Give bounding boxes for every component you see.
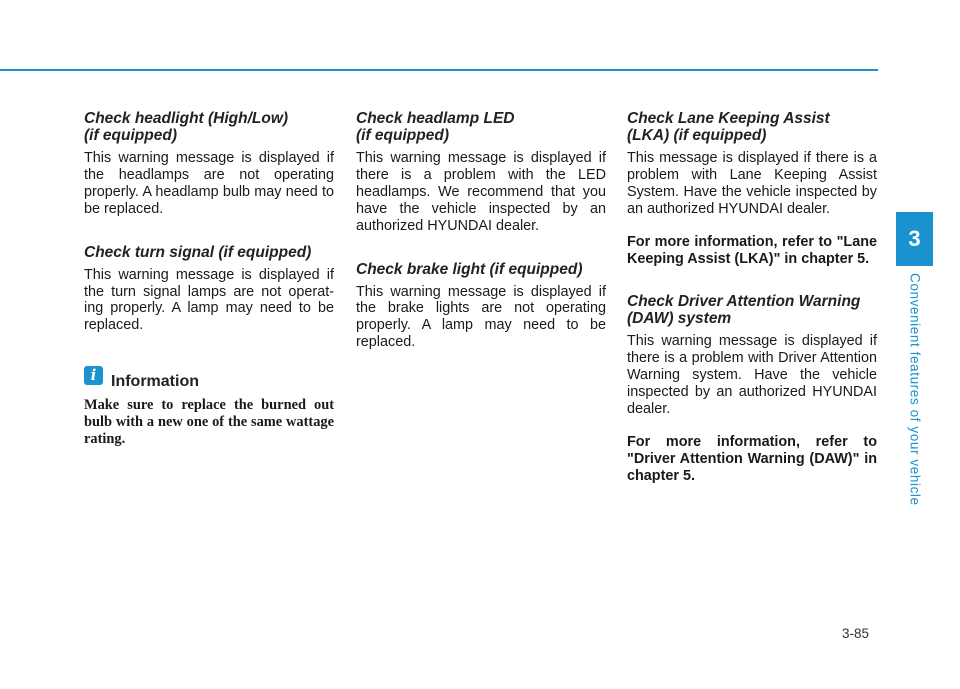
section-body: This warning message is displayed if there is a problem with Driver Attention Warning system. Have the vehicle inspected by an authorized HYUNDAI dealer. xyxy=(627,333,877,418)
section-check-brake-light xyxy=(356,261,606,352)
information-title: Information xyxy=(111,372,199,390)
section-body: This warning message is displayed if the brake lights are not operating properly. A lamp may need to be replaced. xyxy=(356,283,606,351)
section-heading: Check headlamp LED (if equipped) xyxy=(356,110,515,144)
column-2 xyxy=(356,110,606,367)
information-icon: i xyxy=(84,366,103,385)
column-3 xyxy=(627,110,877,501)
section-heading: Check Lane Keeping Assist (LKA) (if equipped) xyxy=(627,110,830,144)
section-body: This warning message is displayed if the headlamps are not operating properly. A headlamp bulb may need to be replaced. xyxy=(84,150,334,217)
column-1 xyxy=(84,110,334,448)
chapter-tab: 3 xyxy=(896,212,933,266)
information-body: Make sure to replace the burned out bulb with a new one of the same wattage rating. xyxy=(84,397,334,448)
section-check-lka xyxy=(627,110,877,267)
section-heading: Check Driver Attention Warning (DAW) system xyxy=(627,293,861,328)
section-check-headlight xyxy=(84,110,334,218)
section-check-daw xyxy=(627,293,877,484)
section-heading: Check turn signal (if equipped) xyxy=(84,243,312,261)
section-reference-note: For more information, refer to "Lane Keeping Assist (LKA)" in chapter 5. xyxy=(627,233,877,267)
section-heading: Check headlight (High/Low) (if equipped) xyxy=(84,110,289,144)
section-body: This warning message is displayed if the turn signal lamps are not operat-ing properly. A lamp may need to be replaced. xyxy=(84,266,334,334)
section-body: This warning message is displayed if there is a problem with the LED headlamps. We recommend that you have the vehicle inspected by an authorized HYUNDAI dealer. xyxy=(356,150,606,234)
section-check-headlamp-led xyxy=(356,110,606,235)
header-rule xyxy=(0,69,878,71)
section-heading: Check brake light (if equipped) xyxy=(356,260,583,278)
page-number: 3-85 xyxy=(842,626,870,641)
section-body: This message is displayed if there is a problem with Lane Keeping Assist System. Have the vehicle inspected by an authorized HYUNDAI dealer. xyxy=(627,150,877,217)
chapter-title: Convenient features of your vehicle xyxy=(907,273,923,506)
information-box xyxy=(84,366,334,448)
section-reference-note: For more information, refer to "Driver Attention Warning (DAW)" in chapter 5. xyxy=(627,433,877,484)
section-check-turn-signal xyxy=(84,244,334,335)
